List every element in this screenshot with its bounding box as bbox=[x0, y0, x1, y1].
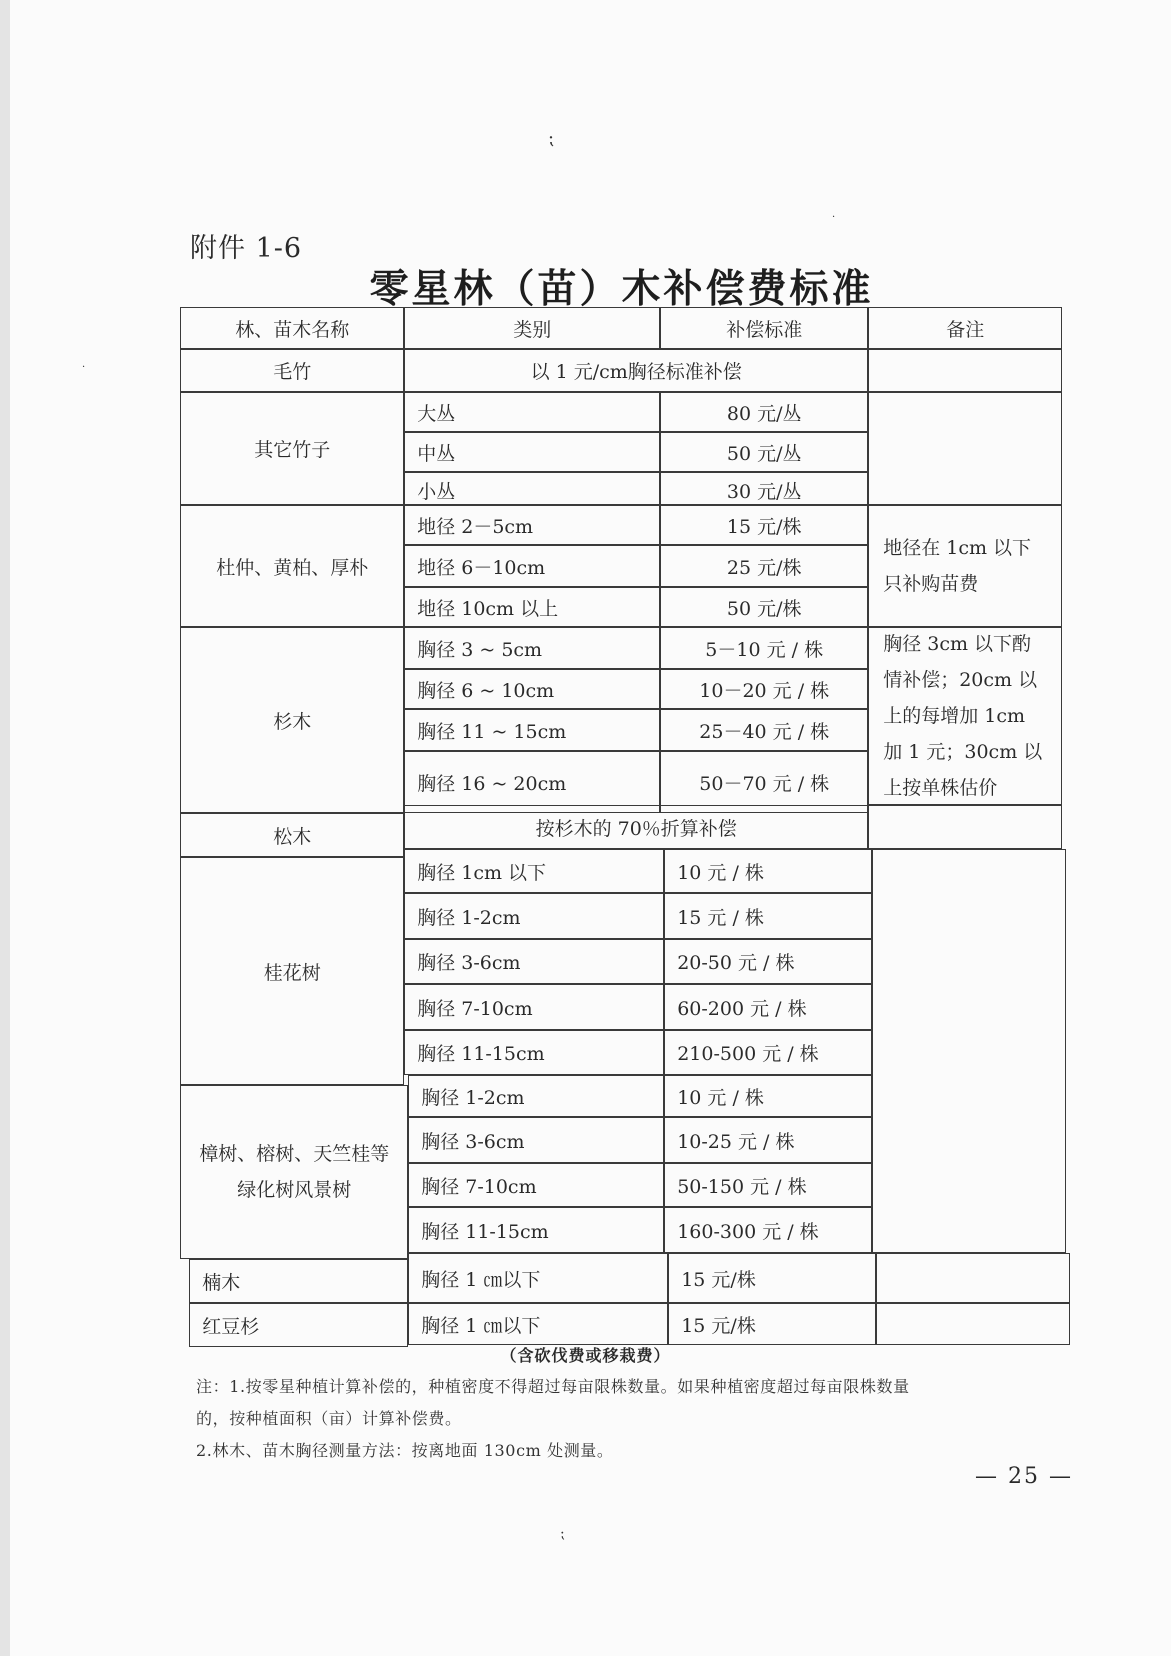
shanmu-price-1: 5－10 元 / 株 bbox=[660, 627, 868, 669]
hongdoushan-note bbox=[876, 1303, 1070, 1345]
zhangshu-price-3: 50-150 元 / 株 bbox=[664, 1163, 872, 1207]
shanmu-type-3: 胸径 11 ~ 15cm bbox=[404, 709, 660, 751]
guihua-price-5: 210-500 元 / 株 bbox=[664, 1030, 872, 1075]
species-duzhong: 杜仲、黄柏、厚朴 bbox=[180, 505, 404, 627]
maozhu-standard: 以 1 元/cm胸径标准补偿 bbox=[404, 349, 868, 392]
species-nanmu: 楠木 bbox=[189, 1259, 408, 1303]
species-hongdoushan: 红豆杉 bbox=[189, 1303, 408, 1347]
bamboo-type-3: 小丛 bbox=[404, 472, 660, 505]
shanmu-price-2: 10－20 元 / 株 bbox=[660, 669, 868, 709]
guihua-price-4: 60-200 元 / 株 bbox=[664, 984, 872, 1030]
maozhu-note bbox=[868, 349, 1062, 392]
scan-speck: · bbox=[82, 362, 86, 373]
zhangshu-price-1: 10 元 / 株 bbox=[664, 1075, 872, 1117]
attachment-label: 附件 1-6 bbox=[190, 233, 303, 264]
zhangshu-type-2: 胸径 3-6cm bbox=[408, 1117, 664, 1163]
nanmu-note bbox=[876, 1253, 1070, 1303]
header-type: 类别 bbox=[404, 307, 660, 349]
species-guihua: 桂花树 bbox=[180, 857, 404, 1085]
duzhong-type-2: 地径 6－10cm bbox=[404, 545, 660, 587]
hongdoushan-price: 15 元/株 bbox=[668, 1303, 876, 1345]
bamboo-type-1: 大丛 bbox=[404, 392, 660, 432]
bamboo-type-2: 中丛 bbox=[404, 432, 660, 472]
scan-speck: · bbox=[832, 212, 836, 223]
songmu-note bbox=[868, 805, 1062, 849]
species-zhangshu: 樟树、榕树、天竺桂等绿化树风景树 bbox=[180, 1085, 408, 1259]
footnote-line-1: 注：1.按零星种植计算补偿的，种植密度不得超过每亩限株数量。如果种植密度超过每亩限株数量 bbox=[196, 1377, 910, 1396]
scan-speck: ⁏ bbox=[548, 128, 555, 149]
shanmu-type-4: 胸径 16 ~ 20cm bbox=[404, 751, 660, 813]
scan-edge bbox=[0, 0, 10, 1656]
duzhong-type-3: 地径 10cm 以上 bbox=[404, 587, 660, 627]
zhangshu-type-4: 胸径 11-15cm bbox=[408, 1207, 664, 1253]
zhangshu-price-2: 10-25 元 / 株 bbox=[664, 1117, 872, 1163]
inclusion-note bbox=[0, 1343, 1171, 1366]
guihua-price-2: 15 元 / 株 bbox=[664, 893, 872, 939]
guihua-type-3: 胸径 3-6cm bbox=[404, 939, 664, 984]
duzhong-price-3: 50 元/株 bbox=[660, 587, 868, 627]
guihua-type-5: 胸径 11-15cm bbox=[404, 1030, 664, 1075]
guihua-price-3: 20-50 元 / 株 bbox=[664, 939, 872, 984]
nanmu-type: 胸径 1 ㎝以下 bbox=[408, 1253, 668, 1303]
page-title bbox=[0, 258, 1171, 314]
guihua-type-2: 胸径 1-2cm bbox=[404, 893, 664, 939]
duzhong-note: 地径在 1cm 以下只补购苗费 bbox=[868, 505, 1062, 627]
header-name: 林、苗木名称 bbox=[180, 307, 404, 349]
shanmu-type-1: 胸径 3 ~ 5cm bbox=[404, 627, 660, 669]
page-title-text: 零星林（苗）木补偿费标准 bbox=[369, 266, 874, 312]
shanmu-note: 胸径 3cm 以下酌情补偿；20cm 以上的每增加 1cm 加 1 元；30cm 以上按单株估价 bbox=[868, 627, 1062, 805]
species-songmu: 松木 bbox=[180, 813, 404, 857]
shanmu-price-4: 50－70 元 / 株 bbox=[660, 751, 868, 813]
inclusion-note-text: （含砍伐费或移栽费） bbox=[500, 1346, 671, 1365]
duzhong-price-2: 25 元/株 bbox=[660, 545, 868, 587]
zhangshu-type-1: 胸径 1-2cm bbox=[408, 1075, 664, 1117]
header-standard: 补偿标准 bbox=[660, 307, 868, 349]
guihua-zhangshu-note bbox=[872, 849, 1066, 1253]
guihua-price-1: 10 元 / 株 bbox=[664, 849, 872, 893]
duzhong-price-1: 15 元/株 bbox=[660, 505, 868, 545]
bamboo-note bbox=[868, 392, 1062, 505]
duzhong-type-1: 地径 2－5cm bbox=[404, 505, 660, 545]
shanmu-price-3: 25－40 元 / 株 bbox=[660, 709, 868, 751]
zhangshu-type-3: 胸径 7-10cm bbox=[408, 1163, 664, 1207]
page-number: — 25 — bbox=[975, 1464, 1073, 1489]
bamboo-price-1: 80 元/丛 bbox=[660, 392, 868, 432]
header-note: 备注 bbox=[868, 307, 1062, 349]
guihua-type-4: 胸径 7-10cm bbox=[404, 984, 664, 1030]
footnote-line-3: 2.林木、苗木胸径测量方法：按离地面 130cm 处测量。 bbox=[196, 1441, 614, 1460]
guihua-type-1: 胸径 1cm 以下 bbox=[404, 849, 664, 893]
species-maozhu: 毛竹 bbox=[180, 349, 404, 392]
bamboo-price-3: 30 元/丛 bbox=[660, 472, 868, 505]
shanmu-type-2: 胸径 6 ~ 10cm bbox=[404, 669, 660, 709]
species-shanmu: 杉木 bbox=[180, 627, 404, 813]
bamboo-price-2: 50 元/丛 bbox=[660, 432, 868, 472]
footnote-line-2: 的，按种植面积（亩）计算补偿费。 bbox=[196, 1409, 462, 1428]
songmu-standard: 按杉木的 70％折算补偿 bbox=[404, 805, 868, 849]
nanmu-price: 15 元/株 bbox=[668, 1253, 876, 1303]
scan-speck: ⁏ bbox=[560, 1526, 565, 1542]
species-bamboo: 其它竹子 bbox=[180, 392, 404, 505]
hongdoushan-type: 胸径 1 ㎝以下 bbox=[408, 1303, 668, 1345]
zhangshu-price-4: 160-300 元 / 株 bbox=[664, 1207, 872, 1253]
